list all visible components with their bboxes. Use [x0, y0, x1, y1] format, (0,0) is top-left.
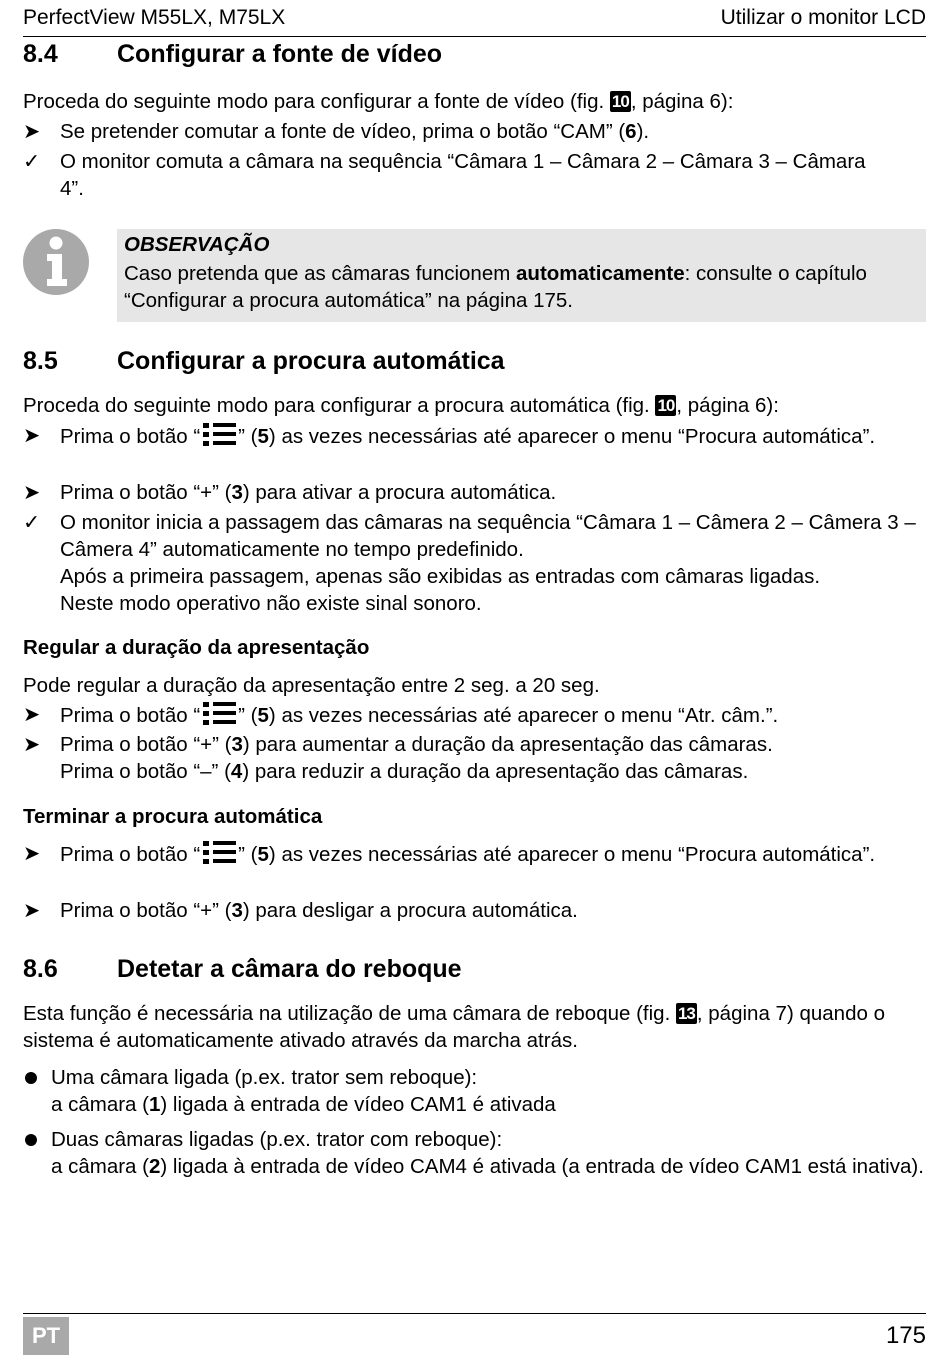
result-item: ✓ O monitor inicia a passagem das câmaras na sequência “Câmara 1 – Câmera 2 – Câmera 3 – Câmera 4” automaticamente no tempo predefinido. Após a primeira passagem, apenas são exibidas as entradas com câmaras ligadas. Neste modo operativo não existe sinal sonoro. — [23, 511, 916, 615]
step-arrow-icon: ➤ — [23, 424, 41, 447]
section-title: Configurar a fonte de vídeo — [117, 40, 443, 68]
figure-ref-badge: 13 — [677, 1004, 695, 1023]
menu-button-icon — [200, 840, 238, 871]
step-item: ➤ Prima o botão “ ” (5) as vezes necessárias até aparecer o menu “Atr. câm.”. — [23, 701, 926, 732]
header-rule — [23, 36, 926, 37]
check-icon: ✓ — [23, 150, 41, 173]
step-item: ➤ Prima o botão “ ” (5) as vezes necessárias até aparecer o menu “Procura automática”. — [23, 840, 926, 871]
step-item: ➤ Prima o botão “+” (3) para ativar a procura automática. — [23, 481, 557, 504]
step-arrow-icon: ➤ — [23, 899, 41, 922]
page-number: 175 — [885, 1322, 926, 1349]
section-8-6-intro: Esta função é necessária na utilização de uma câmara de reboque (fig. 13, página 7) quando o sistema é automaticamente ativado através da marcha atrás. — [23, 1002, 885, 1052]
section-title: Detetar a câmara do reboque — [117, 955, 462, 983]
note-text: Caso pretenda que as câmaras funcionem automaticamente: consulte o capítulo “Configurar a procura automática” na página 175. — [124, 262, 867, 312]
note-title: OBSERVAÇÃO — [124, 233, 270, 256]
section-number: 8.5 — [23, 347, 58, 375]
check-icon: ✓ — [23, 511, 41, 534]
step-arrow-icon: ➤ — [23, 842, 41, 865]
menu-button-icon — [200, 422, 238, 453]
section-8-6-heading — [23, 955, 462, 984]
step-arrow-icon: ➤ — [23, 703, 41, 726]
step-item: ➤ Prima o botão “ ” (5) as vezes necessárias até aparecer o menu “Procura automática”. — [23, 422, 926, 453]
step-item: ➤ Prima o botão “+” (3) para aumentar a duração da apresentação das câmaras. Prima o botão “–” (4) para reduzir a duração da apresentação das câmaras. — [23, 733, 773, 783]
step-arrow-icon: ➤ — [23, 733, 41, 756]
step-item: ➤ Prima o botão “+” (3) para desligar a procura automática. — [23, 899, 578, 922]
step-item: ➤ Se pretender comutar a fonte de vídeo, prima o botão “CAM” (6). — [23, 120, 650, 143]
subheading-stop-scan: Terminar a procura automática — [23, 805, 323, 828]
section-number: 8.4 — [23, 40, 58, 68]
result-item: ✓ O monitor comuta a câmara na sequência “Câmara 1 – Câmara 2 – Câmara 3 – Câmara 4”. — [23, 150, 866, 200]
step-arrow-icon: ➤ — [23, 481, 41, 504]
subheading-duration: Regular a duração da apresentação — [23, 636, 370, 659]
section-title: Configurar a procura automática — [117, 347, 505, 375]
section-number: 8.6 — [23, 955, 58, 983]
duration-intro: Pode regular a duração da apresentação entre 2 seg. a 20 seg. — [23, 674, 600, 697]
info-icon — [23, 229, 89, 295]
figure-ref-badge: 10 — [611, 92, 629, 111]
section-8-5-intro: Proceda do seguinte modo para configurar a procura automática (fig. 10, página 6): — [23, 394, 779, 417]
step-arrow-icon: ➤ — [23, 120, 41, 143]
info-glyph — [23, 229, 89, 295]
list-item: Duas câmaras ligadas (p.ex. trator com reboque): a câmara (2) ligada à entrada de vídeo CAM4 é ativada (a entrada de vídeo CAM1 está inativa). — [23, 1126, 926, 1180]
menu-button-icon — [200, 701, 238, 732]
footer-rule — [23, 1313, 926, 1314]
bullet-dot-icon — [25, 1072, 37, 1084]
section-8-5-heading — [23, 347, 505, 376]
section-8-4-intro: Proceda do seguinte modo para configurar a fonte de vídeo (fig. 10, página 6): — [23, 90, 734, 113]
language-badge: PT — [23, 1317, 69, 1355]
running-header-chapter: Utilizar o monitor LCD — [720, 6, 926, 29]
running-header-product: PerfectView M55LX, M75LX — [23, 6, 286, 29]
bullet-dot-icon — [25, 1134, 37, 1146]
figure-ref-badge: 10 — [657, 396, 675, 415]
list-item: Uma câmara ligada (p.ex. trator sem reboque): a câmara (1) ligada à entrada de vídeo CAM1 é ativada — [23, 1064, 926, 1118]
note-box — [117, 229, 926, 322]
section-8-4-heading — [23, 40, 442, 69]
